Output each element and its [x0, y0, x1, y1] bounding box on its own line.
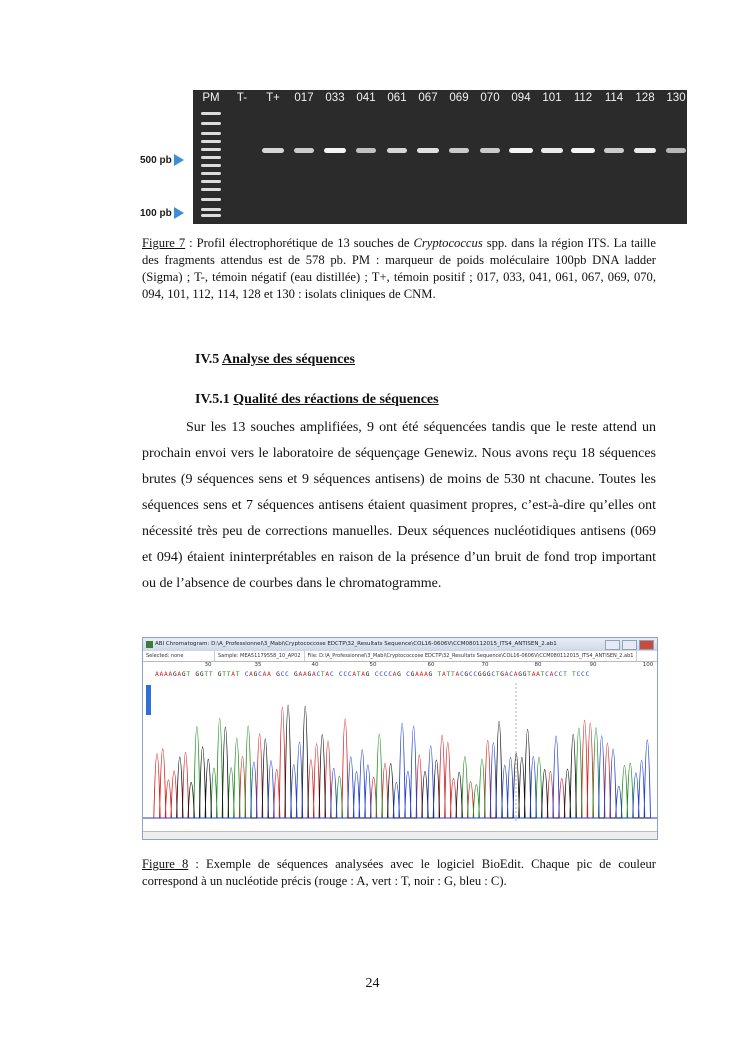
ruler-tick: 50	[369, 662, 377, 668]
lane-label-061: 061	[387, 92, 407, 104]
heading-title: Analyse des séquences	[221, 352, 355, 367]
base-call: G	[217, 671, 223, 678]
base-call: A	[392, 671, 398, 678]
heading-number: IV.5	[195, 352, 222, 367]
base-call: G	[199, 671, 205, 678]
base-call: A	[361, 671, 366, 678]
base-call: C	[581, 671, 586, 678]
base-call: C	[258, 671, 263, 678]
base-call: T	[540, 671, 546, 678]
base-call: A	[424, 671, 429, 678]
base-call: T	[204, 671, 209, 678]
figure-8-caption	[142, 856, 656, 890]
dna-band-128	[634, 148, 656, 153]
dna-band-094	[509, 148, 533, 153]
base-call: G	[253, 671, 259, 678]
ladder-band	[201, 156, 221, 159]
window-title: ABI Chromatogram: D:\A_Professionnel\3_Mabi\Cryptococcose EDCTP\32_Resultats Sequence\COL16-0606V\CCM080112015_ITS4_ANTISEN_2.ab1	[155, 641, 557, 647]
base-call: C	[338, 671, 344, 678]
dna-band-067	[417, 148, 439, 153]
base-call: T	[563, 671, 568, 678]
ruler-tick: 60	[427, 662, 435, 668]
base-call: A	[455, 671, 460, 678]
window-titlebar	[143, 638, 657, 651]
base-call: C	[468, 671, 474, 678]
base-call: T	[527, 671, 532, 678]
ladder-band	[201, 214, 221, 217]
marker-100bp	[140, 207, 184, 219]
window-info-bar	[143, 651, 657, 662]
ruler-tick: 80	[534, 662, 542, 668]
section-paragraph	[142, 415, 656, 597]
base-call: C	[406, 671, 411, 678]
lane-label-033: 033	[325, 92, 345, 104]
page-number: 24	[365, 976, 380, 991]
ladder-band	[201, 198, 221, 201]
base-call: A	[415, 671, 420, 678]
base-call: T	[495, 671, 501, 678]
ladder-band	[201, 164, 221, 167]
dna-band-101	[541, 148, 563, 153]
close-icon	[639, 640, 654, 650]
base-call: G	[410, 671, 416, 678]
base-call: C	[316, 671, 321, 678]
marker-arrow-icon	[174, 207, 184, 219]
base-call: T	[186, 671, 191, 678]
base-call: A	[442, 671, 447, 678]
dna-band-070	[480, 148, 500, 153]
dna-band-112	[571, 148, 595, 153]
maximize-icon	[622, 640, 637, 650]
dna-band-130	[666, 148, 686, 153]
app-icon	[146, 641, 153, 648]
lane-label-041: 041	[356, 92, 376, 104]
base-call: G	[172, 671, 178, 678]
lane-label-094: 094	[511, 92, 531, 104]
base-call: C	[585, 671, 590, 678]
base-call: A	[177, 671, 182, 678]
base-call: C	[491, 671, 496, 678]
ladder-band	[201, 180, 221, 183]
base-call: G	[482, 671, 487, 678]
position-ruler	[143, 662, 657, 671]
ruler-tick: 35	[254, 662, 262, 668]
base-call: C	[347, 671, 353, 678]
base-call: C	[545, 671, 550, 678]
ruler-tick: 40	[311, 662, 319, 668]
dna-band-061	[387, 148, 407, 153]
base-call: C	[558, 671, 564, 678]
vertical-slider	[146, 685, 151, 715]
dna-band-T+	[262, 148, 284, 153]
base-call: A	[302, 671, 308, 678]
subheading-number: IV.5.1	[195, 392, 234, 407]
dna-band-114	[604, 148, 624, 153]
base-call: G	[428, 671, 434, 678]
base-call: C	[509, 671, 514, 678]
ruler-tick: 30	[204, 662, 212, 668]
marker-arrow-icon	[174, 154, 184, 166]
base-call: G	[500, 671, 505, 678]
chromatogram-traces	[143, 683, 657, 831]
base-call: A	[168, 671, 173, 678]
base-call: T	[208, 671, 214, 678]
base-call: T	[226, 671, 232, 678]
base-call: A	[549, 671, 555, 678]
figure-7-caption-italic: Cryptococcus	[413, 236, 483, 250]
lane-label-017: 017	[294, 92, 314, 104]
base-call: C	[379, 671, 384, 678]
dna-band-041	[356, 148, 376, 153]
base-call: A	[163, 671, 169, 678]
base-call: G	[522, 671, 528, 678]
base-call: C	[576, 671, 582, 678]
base-call: A	[231, 671, 236, 678]
base-call: C	[374, 671, 380, 678]
lane-label-128: 128	[635, 92, 655, 104]
info-file: File: D:\A_Professionnel\3_Mabi\Cryptococcose EDCTP\32_Resultats Sequence\COL16-0606V\CCM080112015_ITS4_ANTISEN_2.ab1	[305, 651, 638, 661]
base-call: G	[477, 671, 483, 678]
lane-label-T-: T-	[236, 92, 248, 104]
lane-label-070: 070	[480, 92, 500, 104]
figure-8-label: Figure 8	[142, 857, 189, 871]
ruler-tick: 90	[589, 662, 597, 668]
dna-band-069	[449, 148, 469, 153]
figure-7-caption	[142, 235, 656, 303]
base-call: G	[276, 671, 281, 678]
base-call: G	[365, 671, 371, 678]
base-call: C	[554, 671, 559, 678]
base-call: A	[262, 671, 268, 678]
marker-500bp	[140, 154, 184, 166]
base-call: G	[464, 671, 469, 678]
section-heading-iv51	[195, 392, 439, 408]
lane-label-PM: PM	[202, 92, 220, 104]
lane-label-112: 112	[573, 92, 593, 104]
base-call: T	[572, 671, 577, 678]
figure-7-label: Figure 7	[142, 236, 186, 250]
base-call: G	[195, 671, 200, 678]
dna-band-017	[294, 148, 314, 153]
horizontal-scrollbar	[143, 831, 657, 839]
base-call: A	[504, 671, 510, 678]
base-call: C	[244, 671, 250, 678]
ladder-band	[201, 208, 221, 211]
base-call: A	[267, 671, 272, 678]
marker-100bp-label: 100 pb	[140, 207, 172, 219]
base-call: T	[356, 671, 362, 678]
info-sample: Sample: MEA51179558_10_AP02	[215, 651, 305, 661]
base-call: G	[518, 671, 523, 678]
ladder-band	[201, 140, 221, 143]
base-call: A	[249, 671, 254, 678]
base-call: A	[352, 671, 357, 678]
base-call: A	[159, 671, 164, 678]
base-call: A	[513, 671, 519, 678]
lane-label-069: 069	[449, 92, 469, 104]
base-call: C	[388, 671, 393, 678]
gel-photo	[193, 90, 687, 224]
base-call: G	[307, 671, 312, 678]
subheading-title: Qualité des réactions de séquences	[233, 392, 439, 407]
section-heading-iv5	[195, 352, 355, 368]
base-call: T	[235, 671, 241, 678]
ladder-band	[201, 172, 221, 175]
base-call: T	[446, 671, 451, 678]
base-call: C	[459, 671, 465, 678]
figure-7-caption-part2: spp. dans la région ITS. La taille des fragments attendus est de 578 pb. PM : marqueur de poids moléculaire 100pb DNA ladder (Sigma) ; T-, témoin négatif (eau distillée) ; T+, témoin positif ; 017, 033, 041, 061, 067, 069, 070, 094, 101, 112, 114, 128 et 130 : isolats cliniques de CNM.	[142, 236, 656, 301]
info-selected: Selected: none	[143, 651, 215, 661]
base-call: G	[294, 671, 299, 678]
ruler-tick: 100	[642, 662, 654, 668]
base-call: A	[325, 671, 330, 678]
paragraph-text: Sur les 13 souches amplifiées, 9 ont été séquencées tandis que le reste attend un prochain envoi vers le laboratoire de séquençage Genewiz. Nous avons reçu 18 séquences brutes (9 séquences sens et 9 séquences antisens) de moins de 530 nt chacune. Toutes les séquences sens et 7 séquences antisens étaient quasiment propres, c’est-à-dire qu’elles ont nécessité très peu de corrections manuelles. Deux séquences nucléotidiques antisens (069 et 094) étaient ininterprétables en raison de la présence d’un bruit de fond trop important ou de l’absence de courbes dans le chromatogramme.	[142, 420, 656, 591]
base-call: G	[181, 671, 187, 678]
base-call: T	[450, 671, 456, 678]
base-call: C	[383, 671, 389, 678]
base-call: T	[437, 671, 442, 678]
base-call: A	[311, 671, 317, 678]
lane-label-130: 130	[666, 92, 686, 104]
base-call: C	[280, 671, 286, 678]
ladder-band	[201, 132, 221, 135]
ruler-tick: 70	[481, 662, 489, 668]
base-call: T	[222, 671, 227, 678]
base-call-sequence	[155, 671, 590, 678]
base-call: A	[536, 671, 541, 678]
lane-label-114: 114	[604, 92, 624, 104]
base-call: C	[285, 671, 290, 678]
base-call: A	[298, 671, 303, 678]
dna-band-033	[324, 148, 346, 153]
lane-label-067: 067	[418, 92, 438, 104]
ladder-band	[201, 188, 221, 191]
ladder-band	[201, 148, 221, 151]
ladder-band	[201, 122, 221, 125]
base-call: G	[486, 671, 492, 678]
base-call: C	[343, 671, 348, 678]
base-call: C	[329, 671, 335, 678]
base-call: A	[155, 671, 160, 678]
figure-8-caption-text: : Exemple de séquences analysées avec le logiciel BioEdit. Chaque pic de couleur correspond à un nucléotide précis (rouge : A, vert : T, noir : G, bleu : C).	[142, 857, 656, 888]
minimize-icon	[605, 640, 620, 650]
figure-8-chromatogram-window	[142, 637, 658, 840]
lane-label-T+: T+	[266, 92, 280, 104]
figure-7-gel-image	[140, 88, 690, 228]
base-call: T	[320, 671, 326, 678]
base-call: C	[473, 671, 478, 678]
marker-500bp-label: 500 pb	[140, 154, 172, 166]
lane-label-101: 101	[542, 92, 562, 104]
base-call: A	[531, 671, 537, 678]
ladder-band	[201, 112, 221, 115]
base-call: G	[397, 671, 402, 678]
figure-7-caption-part1: : Profil électrophorétique de 13 souches de	[185, 236, 414, 250]
base-call: A	[419, 671, 425, 678]
